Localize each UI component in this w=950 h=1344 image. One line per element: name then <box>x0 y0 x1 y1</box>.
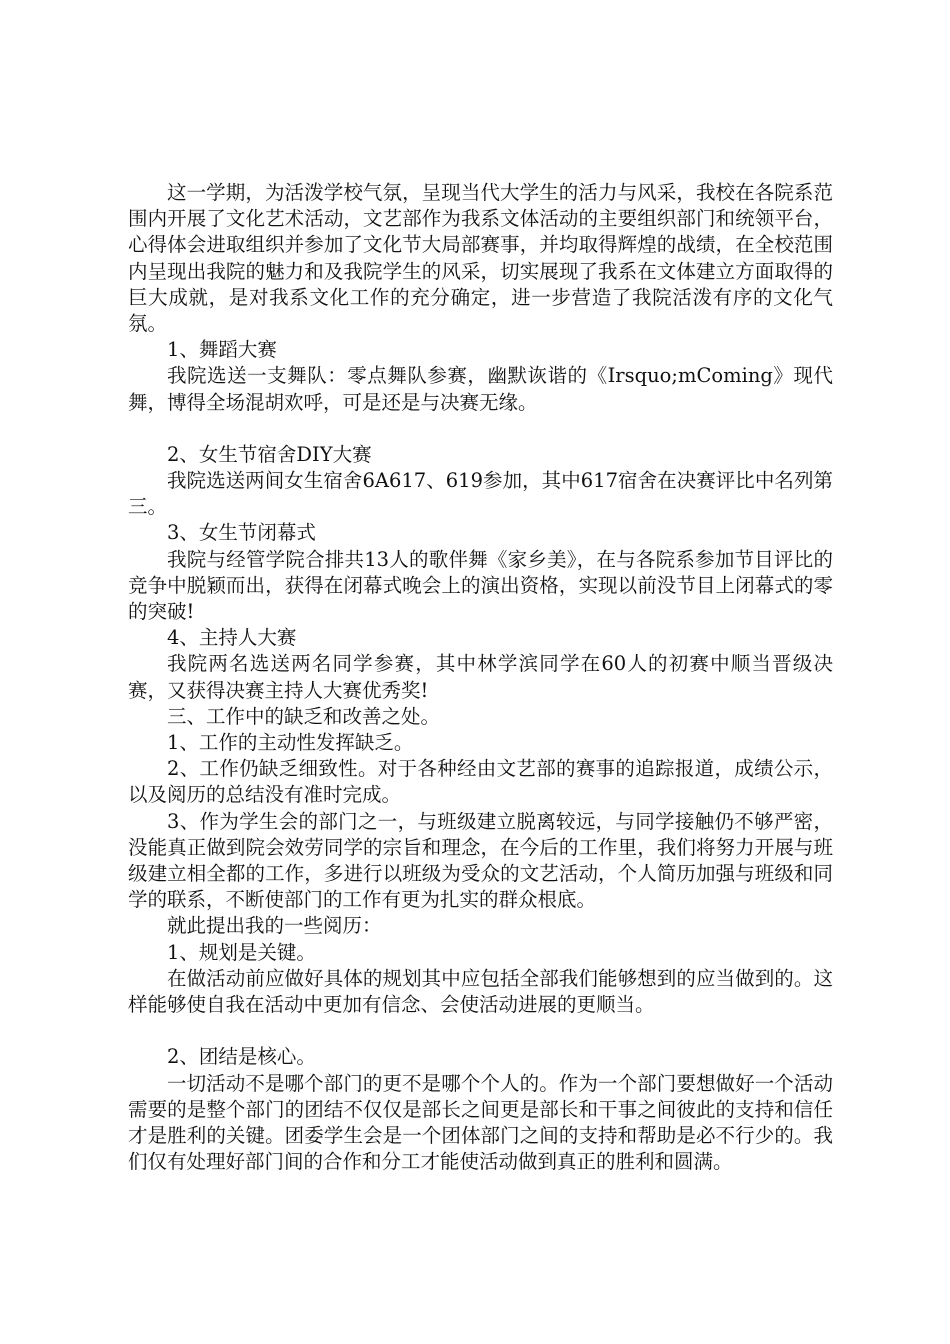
experience-heading-planning: 1、规划是关键。 <box>167 940 316 964</box>
experience-intro: 就此提出我的一些阅历： <box>167 914 382 938</box>
experience-unity-paragraph: 一切活动不是哪个部门的更不是哪个个人的。作为一个部门要想做好一个活动需要的是整个部门的团结不仅仅是部长之间更是部长和干事之间彼此的支持和信任才是胜利的关键。团委学生会是一个团体部门之间的支持和帮助是必不行少的。我们仅有处理好部门间的合作和分工才能使活动做到真正的胜利和圆满。 <box>128 1071 833 1174</box>
section-heading-shortcomings: 三、工作中的缺乏和改善之处。 <box>167 704 441 728</box>
section-heading-dorm-diy: 2、女生节宿舍DIY大赛 <box>167 442 372 466</box>
blank-line <box>128 416 833 442</box>
experience-planning-paragraph: 在做活动前应做好具体的规划其中应包括全部我们能够想到的应当做到的。这样能够使自我在活动中更加有信念、会使活动进展的更顺当。 <box>128 966 833 1017</box>
document-body <box>128 180 833 1175</box>
shortcoming-item-1: 1、工作的主动性发挥缺乏。 <box>167 731 414 755</box>
closing-ceremony-paragraph: 我院与经管学院合排共13人的歌伴舞《家乡美》，在与各院系参加节目评比的竞争中脱颖而出，获得在闭幕式晚会上的演出资格，实现以前没节目上闭幕式的零的突破! <box>128 547 833 624</box>
blank-line <box>128 1018 833 1044</box>
experience-heading-unity: 2、团结是核心。 <box>167 1045 316 1069</box>
section-heading-closing-ceremony: 3、女生节闭幕式 <box>167 521 316 545</box>
dorm-diy-paragraph: 我院选送两间女生宿舍6A617、619参加，其中617宿舍在决赛评比中名列第三。 <box>128 469 833 519</box>
host-contest-paragraph: 我院两名选送两名同学参赛，其中林学滨同学在60人的初赛中顺当晋级决赛，又获得决赛主持人大赛优秀奖! <box>128 652 833 702</box>
shortcoming-item-2: 2、工作仍缺乏细致性。对于各种经由文艺部的赛事的追踪报道，成绩公示，以及阅历的总结没有准时完成。 <box>128 757 833 807</box>
section-heading-host-contest: 4、主持人大赛 <box>167 626 297 650</box>
section-heading-dance-contest: 1、舞蹈大赛 <box>167 338 277 362</box>
shortcoming-item-3: 3、作为学生会的部门之一，与班级建立脱离较远，与同学接触仍不够严密，没能真正做到院会效劳同学的宗旨和理念，在今后的工作里，我们将努力开展与班级建立相全都的工作，多进行以班级为受众的文艺活动，个人简历加强与班级和同学的联系，不断使部门的工作有更为扎实的群众根底。 <box>128 809 833 912</box>
dance-contest-paragraph: 我院选送一支舞队：零点舞队参赛，幽默诙谐的《Irsquo;mComing》现代舞，博得全场混胡欢呼，可是还是与决赛无缘。 <box>128 364 833 414</box>
intro-paragraph: 这一学期，为活泼学校气氛，呈现当代大学生的活力与风采，我校在各院系范围内开展了文化艺术活动，文艺部作为我系文体活动的主要组织部门和统领平台，心得体会进取组织并参加了文化节大局部赛事，并均取得辉煌的战绩，在全校范围内呈现出我院的魅力和及我院学生的风采，切实展现了我系在文体建立方面取得的巨大成就，是对我系文化工作的充分确定，进一步营造了我院活泼有序的文化气氛。 <box>128 181 833 336</box>
